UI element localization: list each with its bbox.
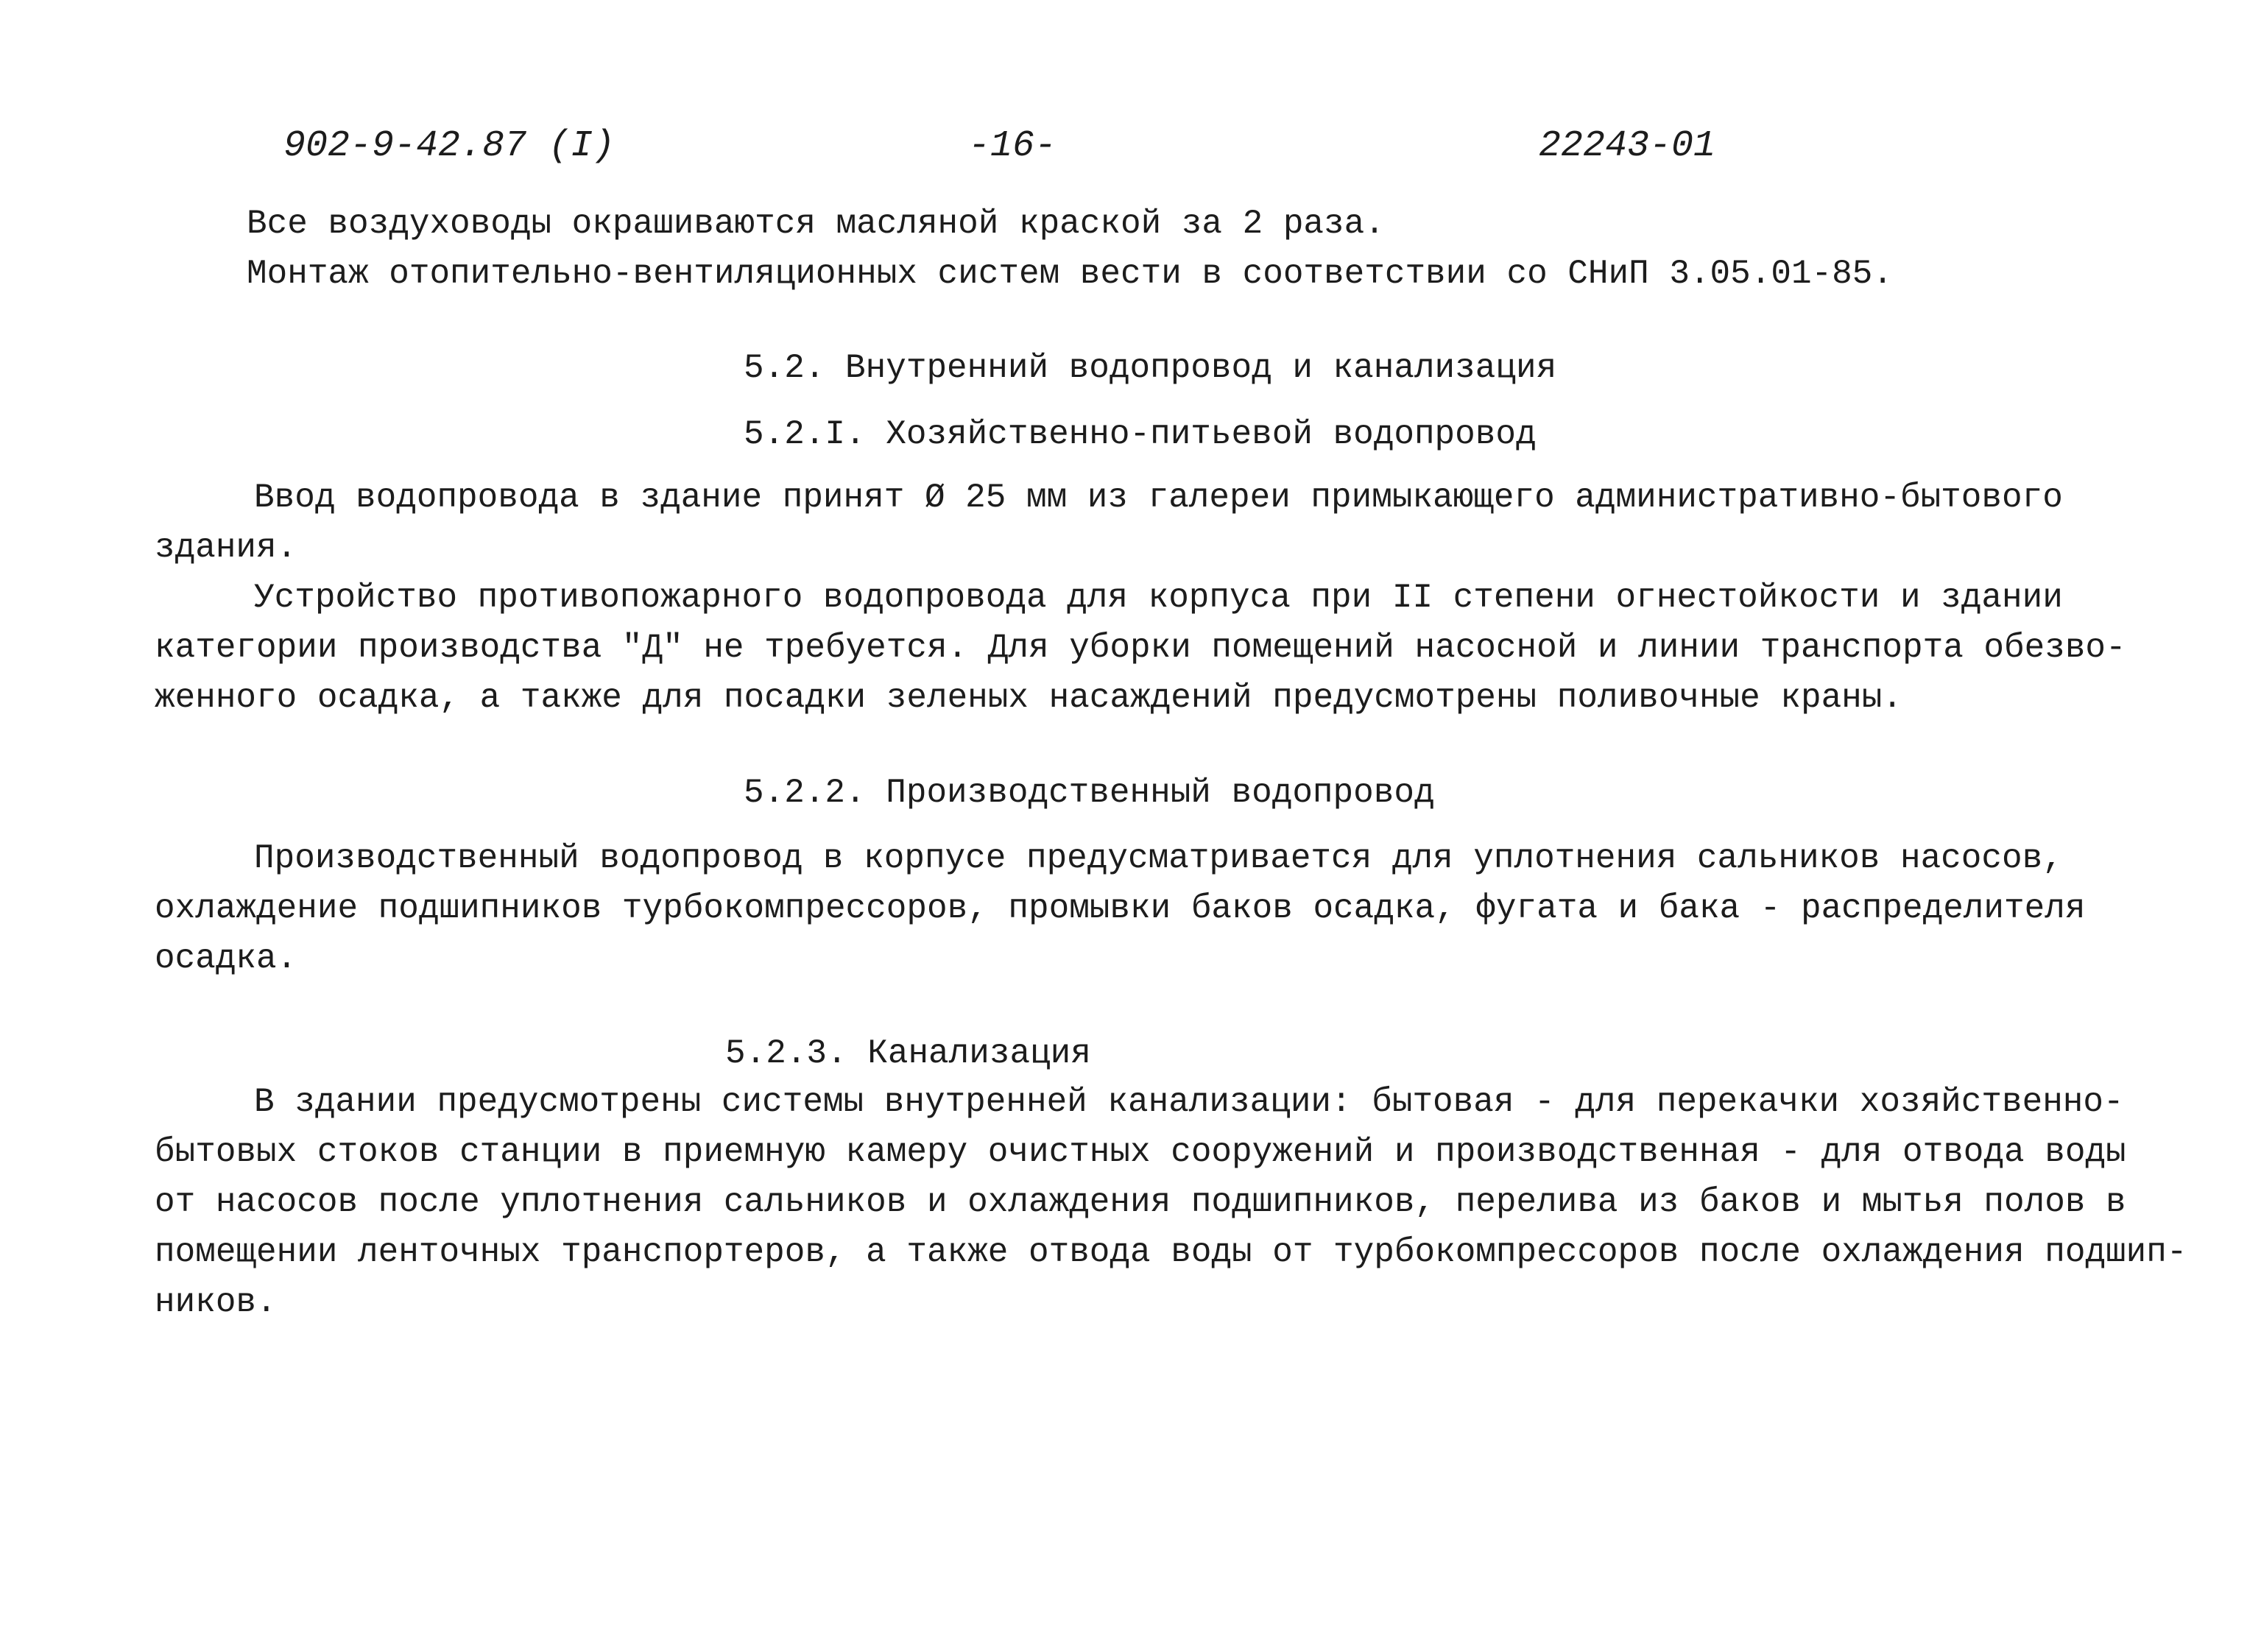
paragraph-sewerage bbox=[155, 1077, 2187, 1327]
section-heading-5-2-2: 5.2.2. Производственный водопровод bbox=[744, 774, 1435, 812]
text-line: от насосов после уплотнения сальников и охлаждения подшипников, перелива из баков и мытья полов в bbox=[155, 1183, 2126, 1221]
page-number: -16- bbox=[968, 125, 1057, 167]
intro-block bbox=[247, 199, 2234, 299]
text-line: В здании предусмотрены системы внутренней канализации: бытовая - для перекачки хозяйственно- bbox=[254, 1083, 2124, 1121]
text-line: Все воздуховоды окрашиваются масляной краской за 2 раза. bbox=[247, 205, 1385, 243]
text-line: бытовых стоков станции в приемную камеру очистных сооружений и производственная - для отвода воды bbox=[155, 1133, 2126, 1171]
paragraph-industrial-water bbox=[155, 833, 2142, 984]
text-line: охлаждение подшипников турбокомпрессоров, промывки баков осадка, фугата и бака - распределителя bbox=[155, 889, 2086, 928]
text-line: Устройство противопожарного водопровода для корпуса при II степени огнестойкости и здании bbox=[254, 579, 2063, 617]
document-code: 902-9-42.87 (I) bbox=[283, 125, 615, 167]
text-line: ников. bbox=[155, 1283, 277, 1321]
paragraph-fire-water bbox=[155, 573, 2142, 723]
text-line: категории производства "Д" не требуется. Для уборки помещений насосной и линии транспорта обезво- bbox=[155, 629, 2126, 667]
text-line: Ввод водопровода в здание принят Ø 25 мм из галереи примыкающего административно-бытового bbox=[254, 479, 2063, 517]
section-heading-5-2-3: 5.2.3. Канализация bbox=[725, 1034, 1091, 1073]
text-line: женного осадка, а также для посадки зеленых насаждений предусмотрены поливочные краны. bbox=[155, 679, 1902, 717]
text-line: осадка. bbox=[155, 939, 297, 978]
text-line: Производственный водопровод в корпусе предусматривается для уплотнения сальников насосов, bbox=[254, 839, 2063, 878]
text-line: помещении ленточных транспортеров, а также отвода воды от турбокомпрессоров после охлаждения подшип- bbox=[155, 1233, 2187, 1271]
paragraph-water-inlet bbox=[155, 473, 2142, 573]
section-heading-5-2: 5.2. Внутренний водопровод и канализация bbox=[744, 349, 1557, 387]
sheet-code: 22243-01 bbox=[1539, 125, 1716, 167]
section-heading-5-2-1: 5.2.I. Хозяйственно-питьевой водопровод bbox=[744, 415, 1537, 453]
text-line: здания. bbox=[155, 529, 297, 567]
text-line: Монтаж отопительно-вентиляционных систем вести в соответствии со СНиП 3.05.01-85. bbox=[247, 255, 1893, 293]
